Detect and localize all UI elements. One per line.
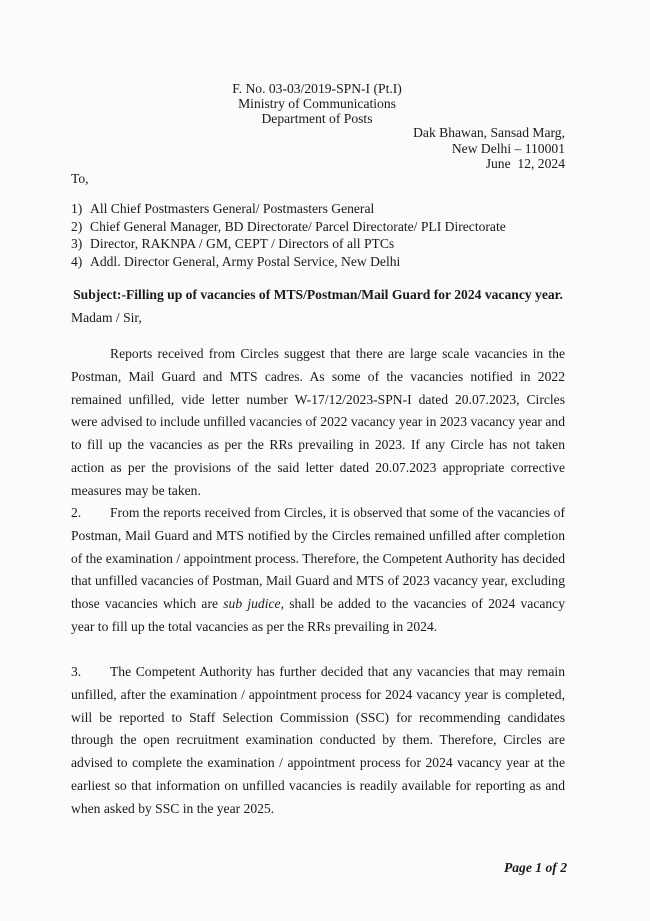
- sender-address: [413, 125, 565, 172]
- sub-judice-term: sub judice,: [223, 596, 284, 612]
- subject-line: Subject:-Filling up of vacancies of MTS/Postman/Mail Guard for 2024 vacancy year.: [73, 287, 563, 302]
- ministry-name: Ministry of Communications: [238, 96, 396, 111]
- recipient-item: 2) Chief General Manager, BD Directorate/ Parcel Directorate/ PLI Directorate: [71, 218, 506, 234]
- address-line-2: New Delhi – 110001: [451, 140, 565, 156]
- recipient-item: 4) Addl. Director General, Army Postal Service, New Delhi: [71, 253, 401, 269]
- recipient-item: 3) Director, RAKNPA / GM, CEPT / Directors of all PTCs: [71, 236, 395, 251]
- recipient-list: [71, 200, 506, 270]
- paragraph-1: Reports received from Circles suggest that there are large scale vacancies in the Postman, Mail Guard and MTS cadres. As some of the vacancies notified in 2022 remained unfilled, vide letter number W-17/12/2023-SPN-I dated 20.07.2023, Circles were advised to include unfilled vacancies of 2022 vacancy year in 2023 vacancy year and to fill up the vacancies as per the RRs prevailing in 2023. If any Circle has not taken action as per the provisions of the said letter dated 20.07.2023 appropriate corrective measures may be taken.: [71, 346, 565, 498]
- page-number: Page 1 of 2: [503, 860, 567, 875]
- paragraph-3: 3. The Competent Authority has further decided that any vacancies that may remain unfilled, after the examination / appointment process for 2024 vacancy year is completed, will be reported to Staff Selection Commission (SSC) for recommending candidates through the open recruitment examination conducted by them. Therefore, Circles are advised to complete the examination / appointment process for 2024 vacancy year at the earliest so that information on unfilled vacancies is readily available for reporting as and when asked by SSC in the year 2025.: [71, 664, 565, 816]
- paragraph-2: 2. From the reports received from Circles, it is observed that some of the vacancies of Postman, Mail Guard and MTS notified by the Circles remained unfilled after completion of the examination / appointment process. Therefore, the Competent Authority has decided that unfilled vacancies of Postman, Mail Guard and MTS of 2023 vacancy year, excluding those vacancies which are sub judice, shall be added to the vacancies of 2024 vacancy year to fill up the total vacancies as per the RRs prevailing in 2024.: [71, 505, 566, 634]
- file-number: F. No. 03-03/2019-SPN-I (Pt.I): [232, 81, 402, 96]
- letter-header: [150, 81, 484, 126]
- salutation: Madam / Sir,: [71, 310, 142, 325]
- recipient-item: 1) All Chief Postmasters General/ Postmasters General: [71, 201, 375, 216]
- address-line-1: Dak Bhawan, Sansad Marg,: [413, 125, 565, 140]
- letter-date: June 12, 2024: [485, 156, 565, 171]
- department-name: Department of Posts: [261, 111, 373, 126]
- to-label: To,: [71, 171, 89, 186]
